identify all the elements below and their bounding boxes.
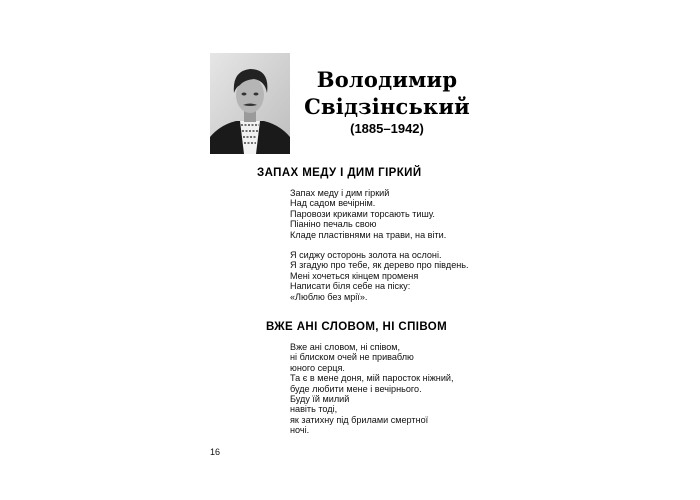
poem-line: Та є в мене доня, мій паросток ніжний,: [290, 373, 454, 384]
author-first-name: Володимир: [316, 67, 458, 92]
author-years: (1885–1942): [350, 121, 424, 136]
portrait-photo-icon: [210, 53, 290, 154]
author-name: [300, 66, 474, 120]
poem-line: ні блиском очей не приваблю: [290, 352, 414, 363]
poem-line: Буду їй милий: [290, 393, 350, 404]
author-portrait: [210, 53, 290, 154]
poem-line: Я сиджу осторонь золота на ослоні.: [290, 250, 442, 260]
poem-line: Мені хочеться кінцем променя: [290, 270, 419, 281]
poem-line: юного серця.: [290, 362, 345, 373]
poem-line: Запах меду і дим гіркий: [290, 188, 390, 198]
poem-1-stanza-1: [290, 188, 446, 240]
poem-line: Кладе пластівнями на трави, на віти.: [290, 229, 447, 240]
poem-title-2: ВЖЕ АНІ СЛОВОМ, НІ СПІВОМ: [266, 321, 448, 333]
poem-line: Піаніно печаль свою: [290, 219, 377, 230]
page-number: 16: [210, 447, 221, 457]
poem-line: навіть тоді,: [290, 404, 338, 415]
poem-line: як затихну під брилами смертної: [290, 414, 429, 425]
author-last-name: Свідзінський: [304, 94, 470, 119]
poem-1-stanza-2: [290, 250, 469, 302]
poem-line: «Люблю без мрії».: [290, 291, 368, 302]
poem-line: Паровози криками торсають тишу.: [290, 208, 435, 219]
poem-line: буде любити мене і вечірнього.: [290, 383, 422, 394]
poem-title-1: ЗАПАХ МЕДУ І ДИМ ГІРКИЙ: [257, 167, 422, 179]
poem-line: ночі.: [290, 425, 310, 436]
poem-line: Вже ані словом, ні співом,: [290, 342, 401, 352]
poem-2-stanza-1: [290, 342, 454, 436]
poem-line: Написати біля себе на піску:: [290, 281, 411, 292]
poem-line: Я згадую про тебе, як дерево про південь.: [290, 260, 469, 271]
poem-line: Над садом вечірнім.: [290, 198, 376, 209]
